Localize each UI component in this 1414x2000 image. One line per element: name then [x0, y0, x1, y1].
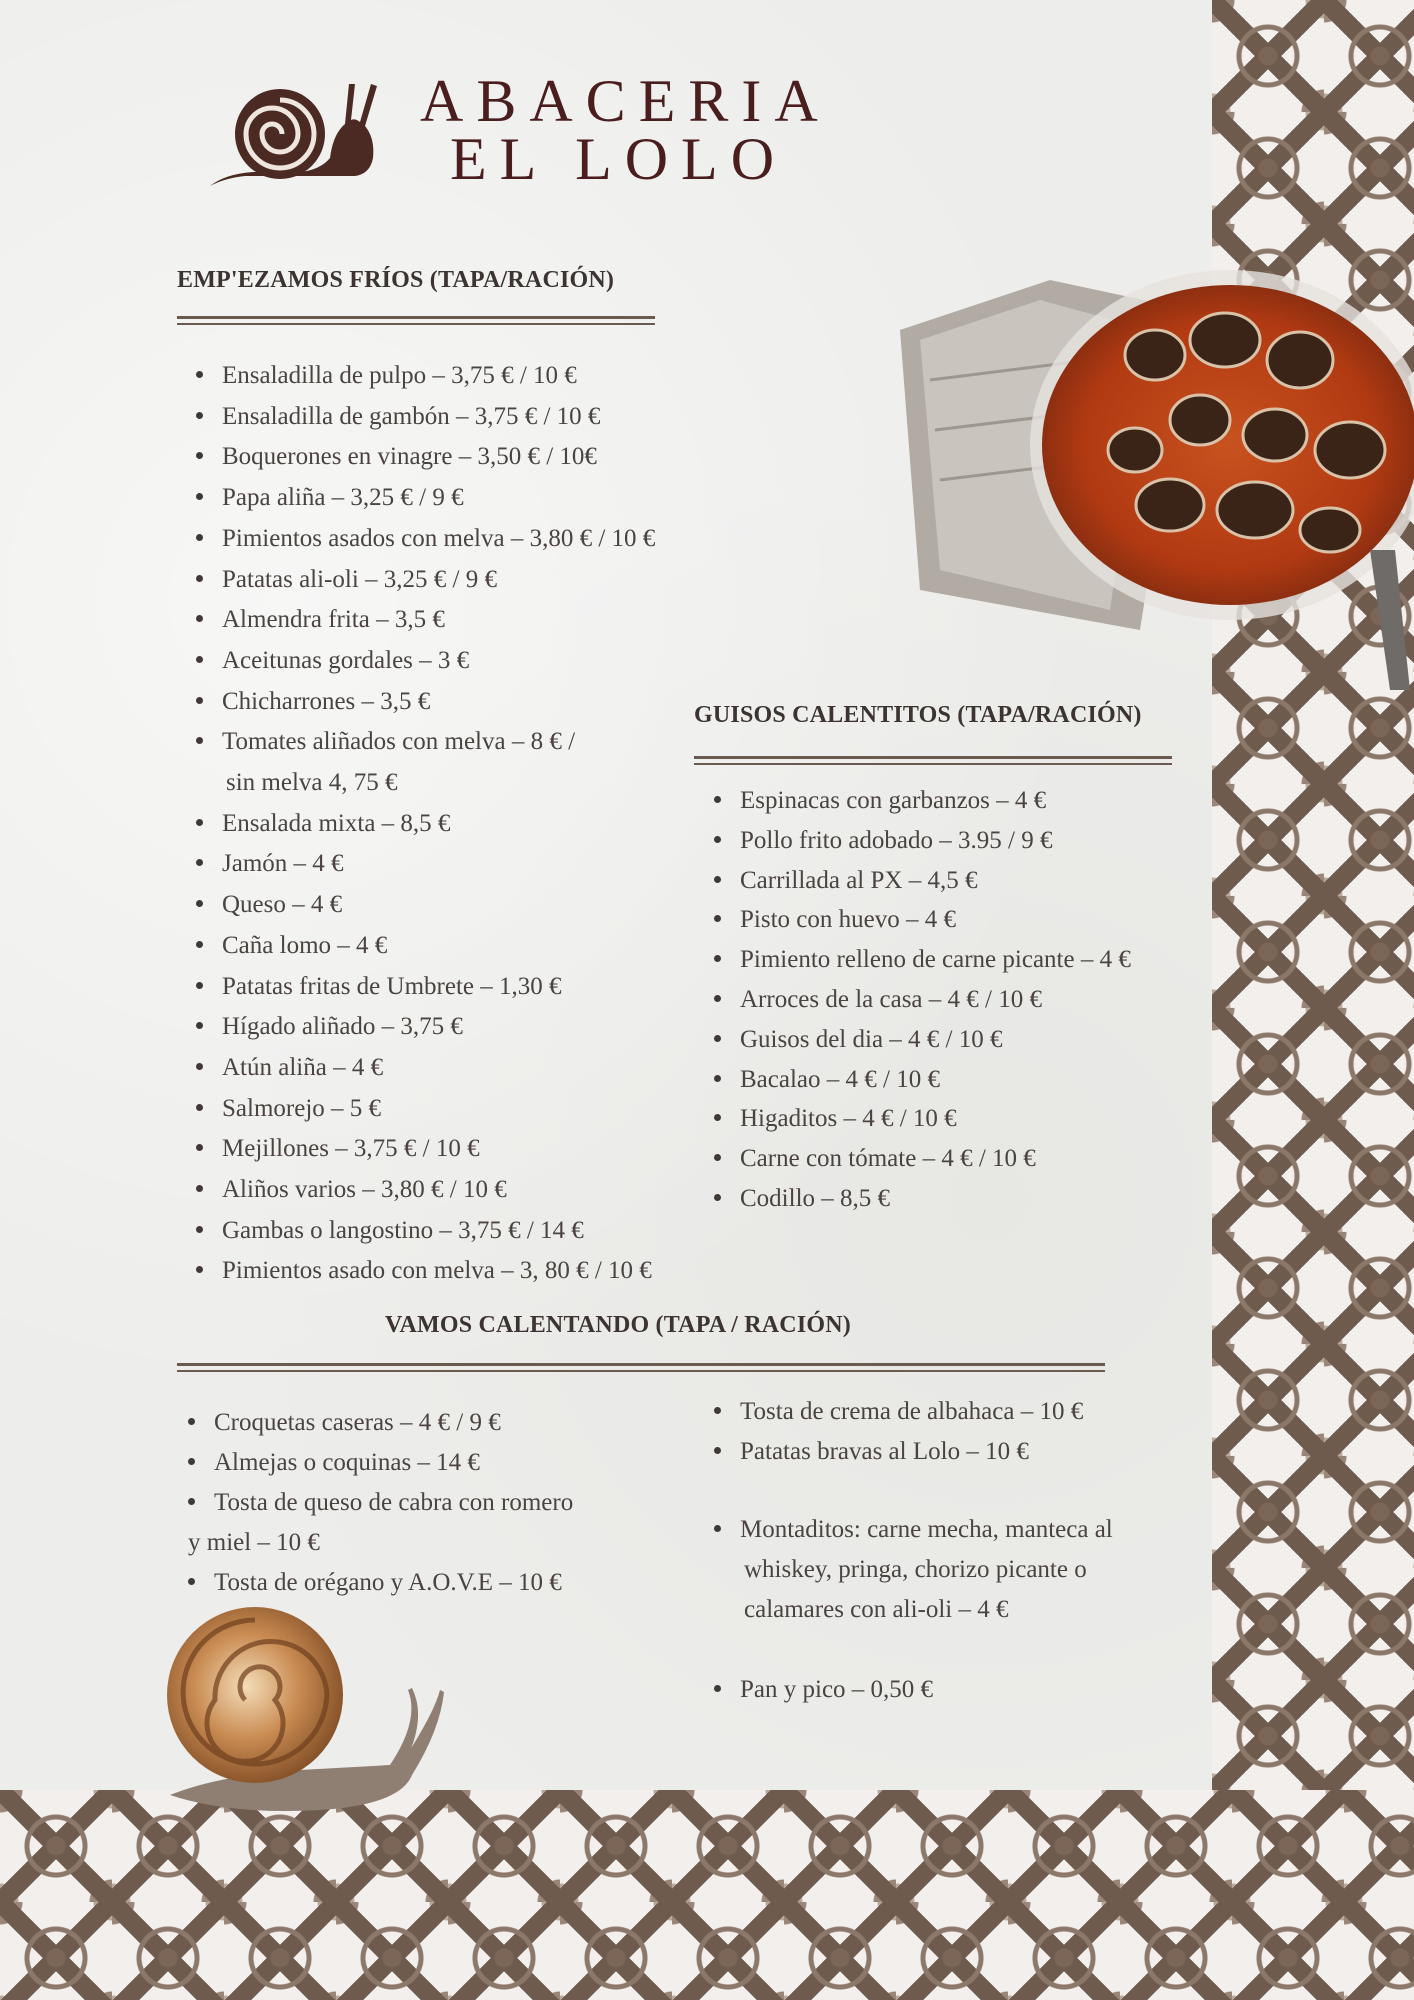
menu-item: Queso – 4 € — [192, 885, 655, 926]
menu-item: Patatas bravas al Lolo – 10 € — [710, 1432, 1113, 1472]
menu-item: Pisto con huevo – 4 € — [710, 900, 1131, 940]
menu-item: Jamón – 4 € — [192, 844, 655, 885]
brand-title — [420, 68, 831, 192]
menu-item: Patatas fritas de Umbrete – 1,30 € — [192, 967, 655, 1008]
menu-item: Papa aliña – 3,25 € / 9 € — [192, 478, 655, 519]
section-title-guisos: GUISOS CALENTITOS (TAPA/RACIÓN) — [694, 702, 1142, 728]
brand-line-1: ABACERIA — [420, 68, 831, 134]
menu-item: Espinacas con garbanzos – 4 € — [710, 781, 1131, 821]
menu-item: Almendra frita – 3,5 € — [192, 600, 655, 641]
menu-list-guisos — [710, 781, 1131, 1219]
menu-item: Ensalada mixta – 8,5 € — [192, 804, 655, 845]
menu-item-continuation: sin melva 4, 75 € — [226, 769, 398, 797]
menu-item: Arroces de la casa – 4 € / 10 € — [710, 980, 1131, 1020]
menu-item: Pimiento relleno de carne picante – 4 € — [710, 940, 1131, 980]
menu-item: Almejas o coquinas – 14 € — [184, 1443, 573, 1483]
menu-item: Higaditos – 4 € / 10 € — [710, 1099, 1131, 1139]
menu-item: Caña lomo – 4 € — [192, 926, 655, 967]
menu-item: Pimientos asados con melva – 3,80 € / 10 € — [192, 519, 655, 560]
section-rule-calentando — [177, 1363, 1105, 1369]
snail-illustration — [150, 1600, 460, 1830]
menu-item: Aliños varios – 3,80 € / 10 € — [192, 1170, 655, 1211]
menu-item: Ensaladilla de pulpo – 3,75 € / 10 € — [192, 356, 655, 397]
menu-item: Pan y pico – 0,50 € — [710, 1670, 1113, 1710]
menu-item: Tosta de queso de cabra con romero — [184, 1483, 573, 1523]
menu-item: Tosta de crema de albahaca – 10 € — [710, 1392, 1113, 1432]
menu-item: Boquerones en vinagre – 3,50 € / 10€ — [192, 437, 655, 478]
menu-item: Carne con tómate – 4 € / 10 € — [710, 1139, 1131, 1179]
menu-item: Ensaladilla de gambón – 3,75 € / 10 € — [192, 397, 655, 438]
menu-item-continuation: whiskey, pringa, chorizo picante o — [744, 1556, 1087, 1583]
menu-item: Hígado aliñado – 3,75 € — [192, 1007, 655, 1048]
snails-dish-photo — [890, 270, 1414, 690]
menu-item: Croquetas caseras – 4 € / 9 € — [184, 1403, 573, 1443]
menu-item: Pollo frito adobado – 3.95 / 9 € — [710, 821, 1131, 861]
menu-item: Gambas o langostino – 3,75 € / 14 € — [192, 1211, 655, 1252]
menu-item: Salmorejo – 5 € — [192, 1089, 655, 1130]
menu-list-calentando-left — [184, 1403, 573, 1603]
menu-list-frios — [192, 356, 655, 1292]
section-title-calentando: VAMOS CALENTANDO (TAPA / RACIÓN) — [385, 1312, 851, 1338]
brand-line-2: EL LOLO — [450, 126, 788, 192]
menu-item: Mejillones – 3,75 € / 10 € — [192, 1129, 655, 1170]
menu-item: Montaditos: carne mecha, manteca al — [710, 1510, 1113, 1550]
menu-item: Atún aliña – 4 € — [192, 1048, 655, 1089]
menu-item: Bacalao – 4 € / 10 € — [710, 1060, 1131, 1100]
menu-item: Codillo – 8,5 € — [710, 1179, 1131, 1219]
menu-item-continuation: calamares con ali-oli – 4 € — [744, 1596, 1009, 1623]
menu-item: Patatas ali-oli – 3,25 € / 9 € — [192, 560, 655, 601]
menu-item: Aceitunas gordales – 3 € — [192, 641, 655, 682]
menu-item: Tosta de orégano y A.O.V.E – 10 € — [184, 1563, 573, 1603]
section-title-frios: EMP'EZAMOS FRÍOS (TAPA/RACIÓN) — [177, 267, 615, 293]
menu-item: Chicharrones – 3,5 € — [192, 682, 655, 723]
snail-logo-icon — [205, 78, 380, 198]
menu-item-continuation: y miel – 10 € — [188, 1529, 320, 1556]
menu-item: Tomates aliñados con melva – 8 € / — [192, 722, 655, 763]
section-rule-frios — [177, 316, 655, 322]
menu-item: Pimientos asado con melva – 3, 80 € / 10 € — [192, 1251, 655, 1292]
menu-list-calentando-right — [710, 1392, 1113, 1710]
menu-item: Carrillada al PX – 4,5 € — [710, 861, 1131, 901]
section-rule-guisos — [694, 756, 1172, 762]
menu-item: Guisos del dia – 4 € / 10 € — [710, 1020, 1131, 1060]
